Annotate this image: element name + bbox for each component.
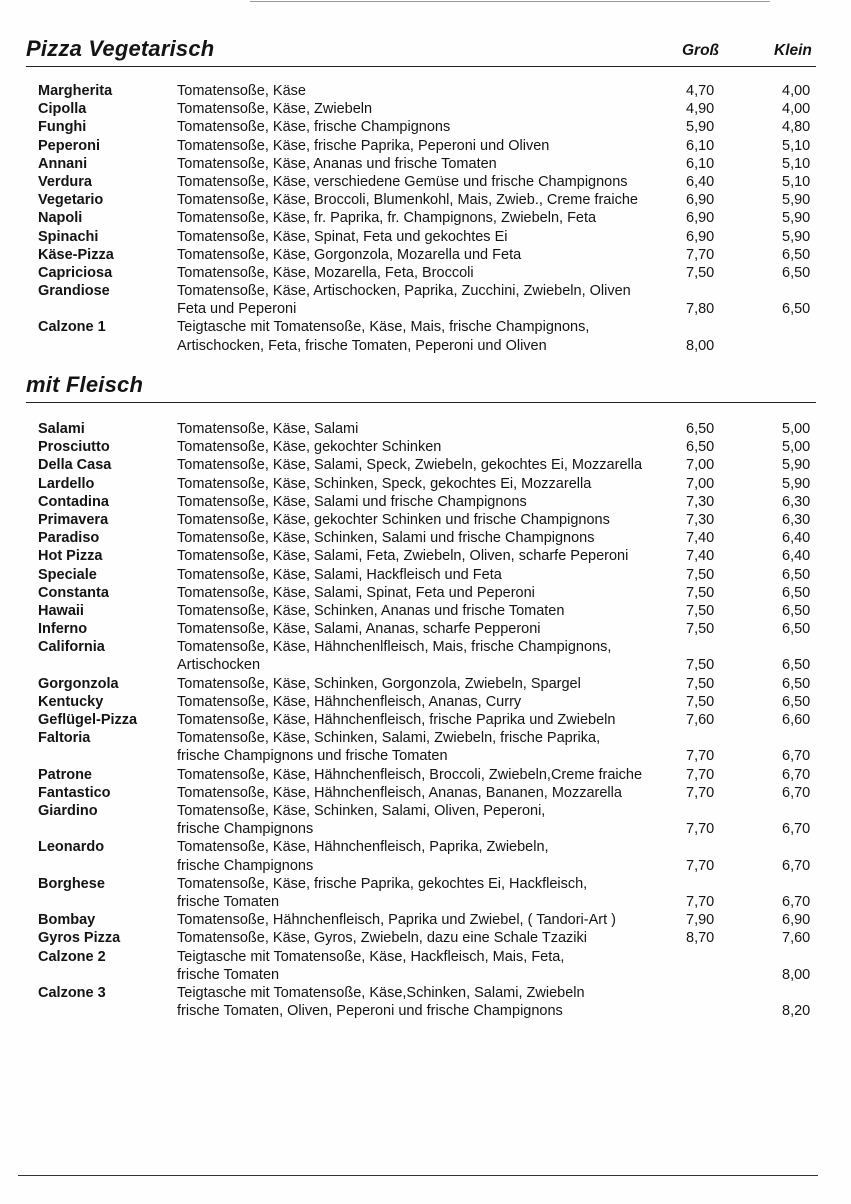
item-name: Lardello	[38, 475, 95, 492]
price-gross: 7,70	[686, 821, 715, 838]
item-name: Verdura	[38, 173, 92, 190]
description-line: Tomatensoße, Käse	[177, 83, 306, 99]
menu-item	[0, 929, 851, 947]
item-name: Gorgonzola	[38, 675, 119, 692]
description-line: Tomatensoße, Käse, gekochter Schinken	[177, 439, 442, 456]
item-name: Margherita	[38, 83, 113, 99]
menu-item	[0, 475, 851, 493]
description-line: Tomatensoße, Käse, frische Champignons	[177, 119, 451, 136]
price-gross: 6,10	[686, 137, 715, 154]
item-name: Funghi	[38, 119, 87, 136]
price-klein: 6,50	[782, 301, 811, 318]
item-name: Patrone	[38, 766, 92, 783]
item-description	[177, 420, 358, 438]
menu-item	[0, 318, 851, 354]
price-gross: 6,90	[686, 210, 715, 227]
price-klein: 4,80	[782, 119, 811, 136]
item-description	[177, 529, 595, 547]
price-gross: 7,90	[686, 912, 715, 929]
price-gross: 7,00	[686, 457, 715, 474]
menu-item	[0, 529, 851, 547]
description-line: Tomatensoße, Käse, Schinken, Gorgonzola, Zwiebeln, Spargel	[177, 675, 581, 692]
price-klein: 6,50	[782, 246, 811, 263]
item-description	[177, 711, 615, 729]
item-description	[177, 456, 642, 474]
menu-item	[0, 584, 851, 602]
price-klein: 7,60	[782, 930, 811, 947]
price-gross: 7,70	[686, 246, 715, 263]
item-name: Leonardo	[38, 839, 105, 856]
item-name: Paradiso	[38, 530, 100, 547]
description-line: Tomatensoße, Käse, Schinken, Speck, gekochtes Ei, Mozzarella	[177, 475, 592, 492]
description-line: Teigtasche mit Tomatensoße, Käse, Hackfleisch, Mais, Feta,	[177, 948, 565, 965]
description-line: Tomatensoße, Käse, Mozarella, Feta, Broccoli	[177, 264, 474, 281]
menu-item	[0, 493, 851, 511]
description-line: Tomatensoße, Käse, Hähnchenfleisch, frische Paprika und Zwiebeln	[177, 712, 616, 729]
price-klein: 5,10	[782, 155, 811, 172]
item-name: Calzone 1	[38, 319, 106, 336]
menu-item	[0, 711, 851, 729]
price-klein: 5,00	[782, 439, 811, 456]
item-name: Napoli	[38, 210, 83, 227]
price-gross: 4,70	[686, 83, 715, 99]
item-description	[177, 475, 591, 493]
description-line: Tomatensoße, Käse, Gyros, Zwiebeln, dazu eine Schale Tzaziki	[177, 930, 587, 947]
item-name: Prosciutto	[38, 439, 110, 456]
description-line: Tomatensoße, Käse, Salami, Hackfleisch und Feta	[177, 566, 502, 583]
price-klein: 6,30	[782, 493, 811, 510]
section-pizza-vegetarisch	[0, 36, 851, 354]
column-header-klein: Klein	[774, 42, 812, 59]
description-line: Tomatensoße, Käse, Zwiebeln	[177, 101, 373, 118]
price-klein: 5,00	[782, 421, 811, 437]
price-gross: 7,50	[686, 566, 715, 583]
price-klein: 5,90	[782, 210, 811, 227]
price-klein: 6,50	[782, 675, 811, 692]
item-name: Borghese	[38, 875, 105, 892]
price-gross: 7,50	[686, 675, 715, 692]
description-line: Tomatensoße, Käse, Artischocken, Paprika, Zucchini, Zwiebeln, Oliven	[177, 283, 631, 300]
item-name: Grandiose	[38, 283, 110, 300]
menu-item	[0, 693, 851, 711]
description-line: Tomatensoße, Käse, Hähnchenfleisch, Ananas, Bananen, Mozzarella	[177, 784, 622, 801]
price-gross: 7,60	[686, 712, 715, 729]
menu-item	[0, 911, 851, 929]
menu-item	[0, 100, 851, 118]
menu-item	[0, 547, 851, 565]
menu-item	[0, 264, 851, 282]
price-gross: 6,90	[686, 192, 715, 209]
description-line: frische Tomaten	[177, 966, 280, 983]
price-gross: 7,70	[686, 766, 715, 783]
price-klein: 4,00	[782, 83, 811, 99]
description-line: frische Champignons	[177, 821, 314, 838]
menu-item	[0, 784, 851, 802]
price-gross: 7,50	[686, 693, 715, 710]
menu-item	[0, 438, 851, 456]
description-line: Teigtasche mit Tomatensoße, Käse, Mais, frische Champignons,	[177, 319, 590, 336]
price-gross: 7,30	[686, 511, 715, 528]
description-line: Tomatensoße, Käse, Salami	[177, 421, 359, 437]
item-name: Geflügel-Pizza	[38, 712, 138, 729]
item-description	[177, 911, 616, 929]
item-name: California	[38, 639, 105, 656]
item-description	[177, 584, 535, 602]
item-description	[177, 638, 611, 674]
item-name: Salami	[38, 421, 85, 437]
item-description	[177, 438, 441, 456]
item-description	[177, 100, 372, 118]
item-description	[177, 209, 596, 227]
menu-list	[0, 82, 851, 355]
menu-item	[0, 282, 851, 318]
price-klein: 6,40	[782, 530, 811, 547]
price-klein: 6,40	[782, 548, 811, 565]
menu-item	[0, 420, 851, 438]
price-klein: 6,70	[782, 857, 811, 874]
menu-item	[0, 838, 851, 874]
section-mit-fleisch	[0, 372, 851, 1020]
menu-item	[0, 620, 851, 638]
item-description	[177, 118, 450, 136]
menu-item	[0, 729, 851, 765]
description-line: Tomatensoße, Käse, Schinken, Salami und frische Champignons	[177, 530, 595, 547]
section-divider	[26, 66, 816, 67]
price-klein: 5,10	[782, 173, 811, 190]
item-description	[177, 838, 549, 874]
description-line: Tomatensoße, Käse, fr. Paprika, fr. Champignons, Zwiebeln, Feta	[177, 210, 597, 227]
item-description	[177, 984, 585, 1020]
item-name: Vegetario	[38, 192, 104, 209]
menu-item	[0, 802, 851, 838]
item-name: Faltoria	[38, 730, 91, 747]
description-line: Tomatensoße, Käse, Gorgonzola, Mozarella und Feta	[177, 246, 522, 263]
item-description	[177, 802, 545, 838]
item-description	[177, 729, 600, 765]
item-name: Calzone 2	[38, 948, 106, 965]
price-gross: 7,30	[686, 493, 715, 510]
menu-item	[0, 173, 851, 191]
item-description	[177, 784, 622, 802]
item-description	[177, 948, 564, 984]
price-gross: 7,50	[686, 602, 715, 619]
price-gross: 7,50	[686, 584, 715, 601]
price-klein: 5,10	[782, 137, 811, 154]
description-line: Tomatensoße, Käse, Schinken, Salami, Zwiebeln, frische Paprika,	[177, 730, 601, 747]
price-gross: 7,70	[686, 784, 715, 801]
item-name: Inferno	[38, 621, 88, 638]
section-title: mit Fleisch	[26, 372, 144, 397]
menu-item	[0, 984, 851, 1020]
price-klein: 6,70	[782, 784, 811, 801]
description-line: frische Champignons und frische Tomaten	[177, 748, 448, 765]
section-title: Pizza Vegetarisch	[26, 36, 215, 61]
menu-item	[0, 191, 851, 209]
menu-item	[0, 209, 851, 227]
price-klein: 5,90	[782, 192, 811, 209]
description-line: Tomatensoße, Käse, Schinken, Ananas und frische Tomaten	[177, 602, 565, 619]
menu-item	[0, 948, 851, 984]
column-header-gross: Groß	[682, 42, 720, 59]
menu-item	[0, 82, 851, 100]
price-gross: 7,70	[686, 893, 715, 910]
price-gross: 7,00	[686, 475, 715, 492]
menu-item	[0, 638, 851, 674]
price-klein: 6,90	[782, 912, 811, 929]
description-line: Tomatensoße, Hähnchenfleisch, Paprika und Zwiebel, ( Tandori-Art )	[177, 912, 616, 929]
price-klein: 4,00	[782, 101, 811, 118]
item-description	[177, 766, 642, 784]
price-gross: 7,50	[686, 621, 715, 638]
menu-item	[0, 118, 851, 136]
menu-item	[0, 155, 851, 173]
item-description	[177, 228, 507, 246]
description-line: frische Tomaten	[177, 893, 280, 910]
section-divider	[26, 402, 816, 403]
description-line: Tomatensoße, Käse, Salami und frische Champignons	[177, 493, 527, 510]
item-name: Speciale	[38, 566, 97, 583]
price-gross: 7,70	[686, 748, 715, 765]
item-description	[177, 137, 549, 155]
item-description	[177, 566, 502, 584]
item-name: Cipolla	[38, 101, 87, 118]
price-gross: 8,70	[686, 930, 715, 947]
price-klein: 6,70	[782, 766, 811, 783]
price-klein: 6,50	[782, 693, 811, 710]
item-name: Contadina	[38, 493, 109, 510]
price-klein: 8,20	[782, 1003, 811, 1020]
price-gross: 7,70	[686, 857, 715, 874]
description-line: Teigtasche mit Tomatensoße, Käse,Schinken, Salami, Zwiebeln	[177, 984, 585, 1001]
price-gross: 6,50	[686, 421, 715, 437]
item-name: Annani	[38, 155, 88, 172]
item-name: Constanta	[38, 584, 109, 601]
price-gross: 6,50	[686, 439, 715, 456]
price-gross: 6,40	[686, 173, 715, 190]
item-name: Käse-Pizza	[38, 246, 114, 263]
menu-item	[0, 602, 851, 620]
item-description	[177, 82, 306, 100]
price-klein: 5,90	[782, 457, 811, 474]
item-description	[177, 155, 497, 173]
item-description	[177, 264, 474, 282]
price-klein: 6,50	[782, 657, 811, 674]
item-description	[177, 929, 587, 947]
description-line: Tomatensoße, Käse, Hähnchenfleisch, Ananas, Curry	[177, 693, 522, 710]
item-description	[177, 493, 527, 511]
price-klein: 6,50	[782, 584, 811, 601]
item-description	[177, 675, 581, 693]
item-name: Hot Pizza	[38, 548, 103, 565]
section-header	[0, 36, 851, 64]
description-line: Tomatensoße, Käse, Hähnchenfleisch, Paprika, Zwiebeln,	[177, 839, 549, 856]
item-description	[177, 511, 610, 529]
item-name: Gyros Pizza	[38, 930, 121, 947]
price-klein: 5,90	[782, 475, 811, 492]
item-name: Primavera	[38, 511, 109, 528]
price-gross: 7,40	[686, 530, 715, 547]
description-line: Tomatensoße, Käse, frische Paprika, gekochtes Ei, Hackfleisch,	[177, 875, 588, 892]
menu-item	[0, 456, 851, 474]
item-description	[177, 547, 628, 565]
description-line: Artischocken	[177, 657, 261, 674]
description-line: Tomatensoße, Käse, frische Paprika, Peperoni und Oliven	[177, 137, 550, 154]
price-gross: 7,50	[686, 264, 715, 281]
top-divider	[250, 1, 770, 2]
description-line: frische Champignons	[177, 857, 314, 874]
item-description	[177, 602, 564, 620]
price-klein: 6,70	[782, 893, 811, 910]
item-name: Capriciosa	[38, 264, 113, 281]
item-name: Kentucky	[38, 693, 104, 710]
price-klein: 6,50	[782, 602, 811, 619]
section-header	[0, 372, 851, 400]
description-line: Tomatensoße, Käse, Spinat, Feta und gekochtes Ei	[177, 228, 508, 245]
description-line: Tomatensoße, Käse, Hähnchenlfleisch, Mais, frische Champignons,	[177, 639, 612, 656]
description-line: Tomatensoße, Käse, Salami, Feta, Zwiebeln, Oliven, scharfe Peperoni	[177, 548, 629, 565]
item-name: Giardino	[38, 802, 98, 819]
item-description	[177, 620, 541, 638]
menu-item	[0, 566, 851, 584]
price-klein: 6,60	[782, 712, 811, 729]
menu-item	[0, 228, 851, 246]
menu-item	[0, 246, 851, 264]
price-gross: 4,90	[686, 101, 715, 118]
description-line: Tomatensoße, Käse, Hähnchenfleisch, Broccoli, Zwiebeln,Creme fraiche	[177, 766, 643, 783]
item-description	[177, 282, 631, 318]
price-gross: 6,10	[686, 155, 715, 172]
item-description	[177, 191, 638, 209]
description-line: frische Tomaten, Oliven, Peperoni und frische Champignons	[177, 1003, 563, 1020]
price-klein: 6,70	[782, 748, 811, 765]
price-klein: 6,50	[782, 621, 811, 638]
menu-item	[0, 675, 851, 693]
item-description	[177, 693, 521, 711]
description-line: Tomatensoße, Käse, Salami, Spinat, Feta und Peperoni	[177, 584, 535, 601]
item-name: Peperoni	[38, 137, 101, 154]
price-gross: 7,80	[686, 301, 715, 318]
price-klein: 6,50	[782, 264, 811, 281]
description-line: Tomatensoße, Käse, Schinken, Salami, Oliven, Peperoni,	[177, 802, 546, 819]
menu-item	[0, 875, 851, 911]
item-description	[177, 875, 587, 911]
bottom-divider	[18, 1175, 818, 1176]
price-klein: 8,00	[782, 966, 811, 983]
description-line: Tomatensoße, Käse, Ananas und frische Tomaten	[177, 155, 497, 172]
item-name: Fantastico	[38, 784, 111, 801]
price-gross: 5,90	[686, 119, 715, 136]
item-description	[177, 173, 628, 191]
price-klein: 5,90	[782, 228, 811, 245]
price-gross: 7,40	[686, 548, 715, 565]
description-line: Tomatensoße, Käse, Salami, Speck, Zwiebeln, gekochtes Ei, Mozzarella	[177, 457, 643, 474]
menu-item	[0, 511, 851, 529]
item-name: Della Casa	[38, 457, 112, 474]
description-line: Feta und Peperoni	[177, 301, 297, 318]
description-line: Tomatensoße, Käse, gekochter Schinken und frische Champignons	[177, 511, 610, 528]
item-name: Hawaii	[38, 602, 84, 619]
menu-item	[0, 137, 851, 155]
description-line: Tomatensoße, Käse, Salami, Ananas, scharfe Pepperoni	[177, 621, 541, 638]
price-gross: 8,00	[686, 337, 715, 354]
item-description	[177, 318, 589, 354]
description-line: Tomatensoße, Käse, Broccoli, Blumenkohl, Mais, Zwieb., Creme fraiche	[177, 192, 638, 209]
price-klein: 6,70	[782, 821, 811, 838]
item-description	[177, 246, 521, 264]
price-klein: 6,50	[782, 566, 811, 583]
item-name: Bombay	[38, 912, 96, 929]
price-klein: 6,30	[782, 511, 811, 528]
item-name: Calzone 3	[38, 984, 106, 1001]
price-gross: 7,50	[686, 657, 715, 674]
menu-list	[0, 420, 851, 1020]
description-line: Artischocken, Feta, frische Tomaten, Peperoni und Oliven	[177, 337, 547, 354]
item-name: Spinachi	[38, 228, 99, 245]
menu-item	[0, 766, 851, 784]
description-line: Tomatensoße, Käse, verschiedene Gemüse und frische Champignons	[177, 173, 628, 190]
price-gross: 6,90	[686, 228, 715, 245]
